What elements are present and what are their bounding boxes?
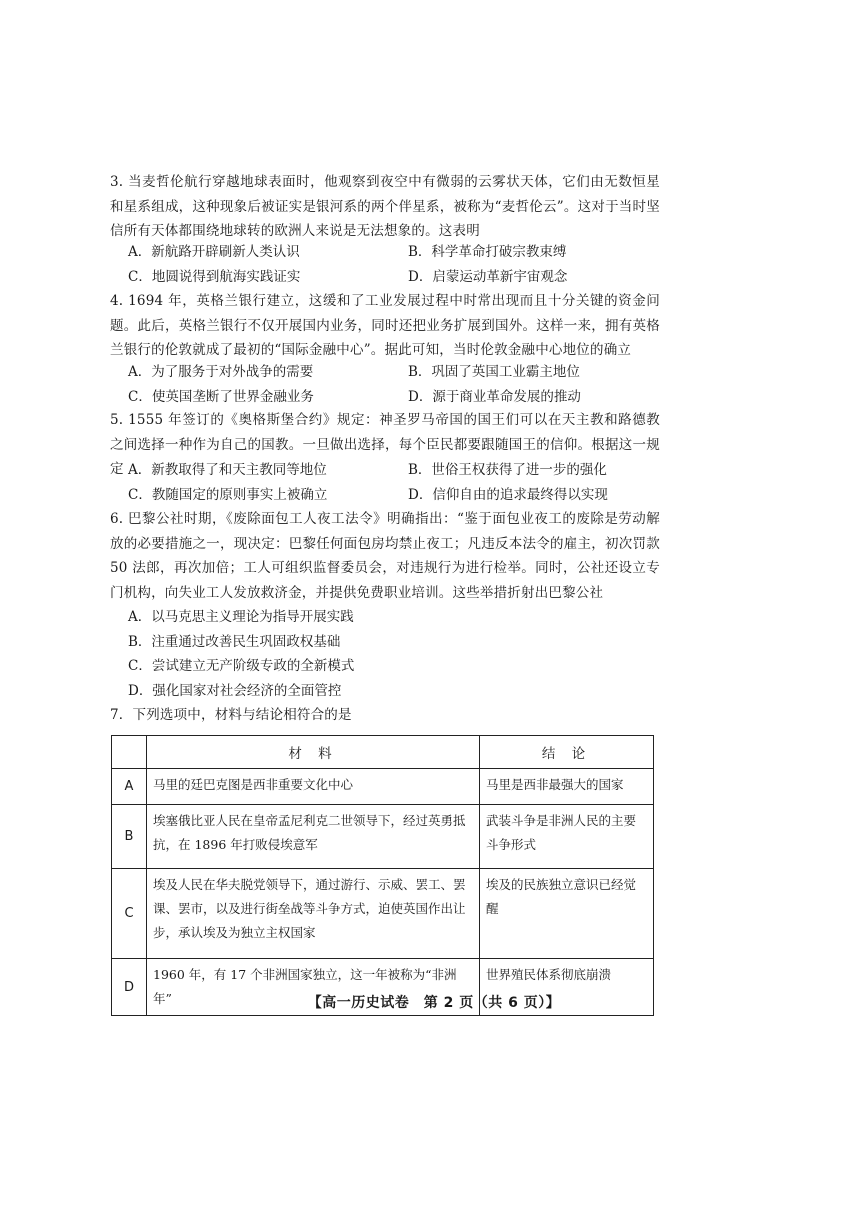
q3-option-a: A．新航路开辟刷新人类认识 xyxy=(128,244,300,260)
question-7-table xyxy=(111,735,654,1016)
row-label: C xyxy=(112,869,147,959)
question-5-options xyxy=(128,458,658,507)
q6-option-d: D．强化国家对社会经济的全面管控 xyxy=(128,682,342,699)
table-header-blank xyxy=(112,736,147,769)
row-material: 埃塞俄比亚人民在皇帝孟尼利克二世领导下，经过英勇抵抗，在 1896 年打败侵埃意军 xyxy=(147,805,480,869)
question-3-options xyxy=(128,240,658,289)
row-label: D xyxy=(112,959,147,1016)
table-header-row xyxy=(112,736,654,769)
q4-option-b: B．巩固了英国工业霸主地位 xyxy=(408,364,580,380)
q6-option-c: C．尝试建立无产阶级专政的全新模式 xyxy=(128,658,355,674)
row-label: B xyxy=(112,805,147,869)
question-6-stem: 6. 巴黎公社时期，《废除面包工人夜工法令》明确指出：“鉴于面包业夜工的废除是劳动解放的必要措施之一，现决定：巴黎任何面包房均禁止夜工；凡违反本法令的雇主，初次罚款 50 法郎，再次加倍；工人可组织监督委员会，对违规行为进行检举。同时，公社还设立专门机构，向失业工人发放救济金，并提供免费职业培训。这些举措折射出巴黎公社 xyxy=(110,511,660,601)
q4-option-d: D．源于商业革命发展的推动 xyxy=(408,388,581,405)
question-7-stem: 7．下列选项中，材料与结论相符合的是 xyxy=(110,707,352,723)
row-material: 1960 年，有 17 个非洲国家独立，这一年被称为“非洲年” xyxy=(147,959,480,1016)
page-footer: 【高一历史试卷 第 2 页（共 6 页）】 xyxy=(307,995,561,1011)
question-5-stem: 5. 1555 年签订的《奥格斯堡合约》规定：神圣罗马帝国的国王们可以在天主教和路德教之间选择一种作为自己的国教。一旦做出选择，每个臣民都要跟随国王的信仰。根据这一规定 xyxy=(110,412,660,477)
row-conclusion: 埃及的民族独立意识已经觉醒 xyxy=(480,869,654,959)
table-row xyxy=(112,869,654,959)
table-row xyxy=(112,769,654,805)
row-material: 埃及人民在华夫脱党领导下，通过游行、示威、罢工、罢课、罢市，以及进行街垒战等斗争方式，迫使英国作出让步，承认埃及为独立主权国家 xyxy=(147,869,480,959)
q3-option-c: C．地圆说得到航海实践证实 xyxy=(128,268,301,285)
q6-option-b: B．注重通过改善民生巩固政权基础 xyxy=(128,633,341,650)
q5-option-d: D．信仰自由的追求最终得以实现 xyxy=(408,486,608,503)
question-4 xyxy=(110,289,660,363)
q4-option-c: C．使英国垄断了世界金融业务 xyxy=(128,388,314,405)
question-6-options xyxy=(128,605,658,703)
table-header-material: 材 料 xyxy=(147,736,480,769)
q5-option-b: B．世俗王权获得了进一步的强化 xyxy=(408,462,607,478)
q4-option-a: A．为了服务于对外战争的需要 xyxy=(128,364,314,380)
question-3 xyxy=(110,170,660,244)
table-row xyxy=(112,805,654,869)
question-6 xyxy=(110,507,660,605)
question-4-options xyxy=(128,360,658,409)
q3-option-d: D．启蒙运动革新宇宙观念 xyxy=(408,268,568,285)
row-label: A xyxy=(112,769,147,805)
q5-option-a: A．新教取得了和天主教同等地位 xyxy=(128,462,327,478)
row-conclusion: 马里是西非最强大的国家 xyxy=(480,769,654,805)
question-3-stem: 3. 当麦哲伦航行穿越地球表面时，他观察到夜空中有微弱的云雾状天体，它们由无数恒星和星系组成，这种现象后被证实是银河系的两个伴星系，被称为“麦哲伦云”。这对于当时坚信所有天体都围绕地球转的欧洲人来说是无法想象的。这表明 xyxy=(110,174,660,239)
q5-option-c: C．教随国定的原则事实上被确立 xyxy=(128,486,328,503)
row-conclusion: 世界殖民体系彻底崩溃 xyxy=(480,959,654,1016)
q6-option-a: A．以马克思主义理论为指导开展实践 xyxy=(128,609,354,625)
row-material: 马里的廷巴克图是西非重要文化中心 xyxy=(147,769,480,805)
row-conclusion: 武装斗争是非洲人民的主要斗争形式 xyxy=(480,805,654,869)
table-header-conclusion: 结 论 xyxy=(480,736,654,769)
question-7 xyxy=(110,703,660,728)
question-4-stem: 4. 1694 年，英格兰银行建立，这缓和了工业发展过程中时常出现而且十分关键的资金问题。此后，英格兰银行不仅开展国内业务，同时还把业务扩展到国外。这样一来，拥有英格兰银行的伦敦就成了最初的“国际金融中心”。据此可知，当时伦敦金融中心地位的确立 xyxy=(110,293,660,358)
q3-option-b: B．科学革命打破宗教束缚 xyxy=(408,244,567,260)
